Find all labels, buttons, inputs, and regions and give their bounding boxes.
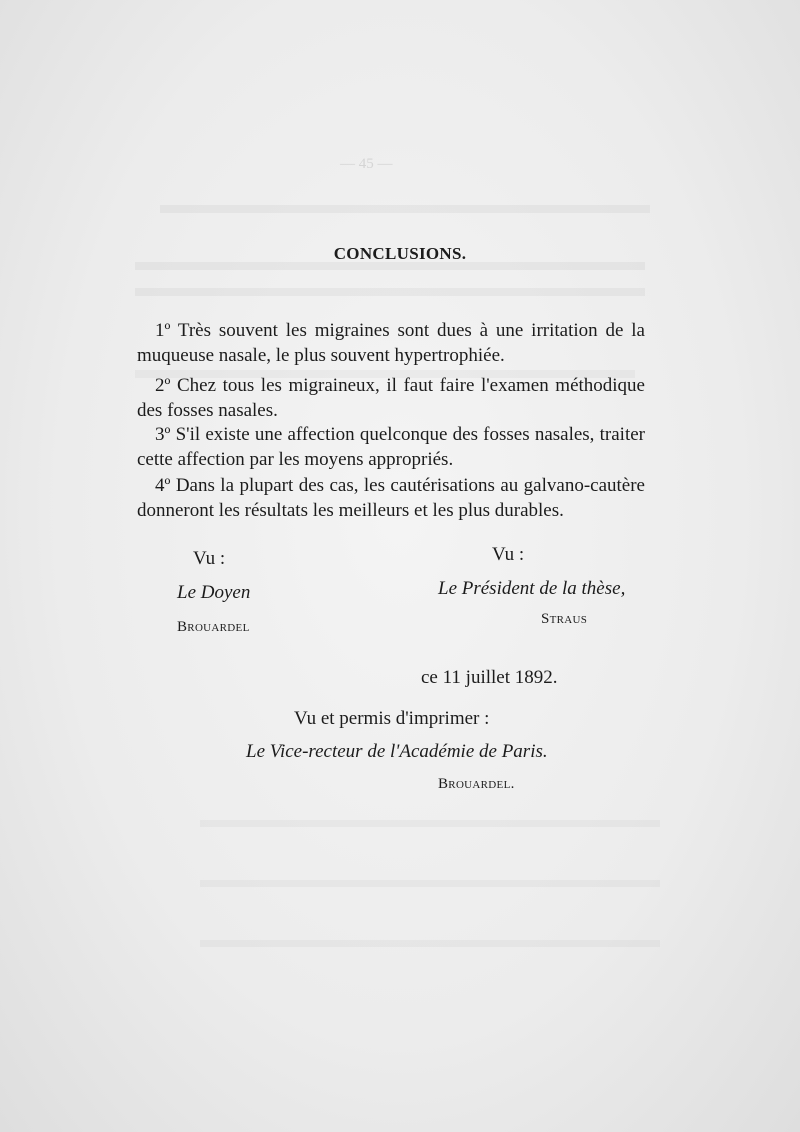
approval-right-name: Straus [541,611,588,627]
conclusion-item-2: 2º Chez tous les migraineux, il faut faire l'examen méthodique des fosses nasales. [137,375,645,421]
approval-right-vu: Vu : [492,544,525,565]
conclusion-item-3: 3º S'il existe une affection quelconque des fosses nasales, traiter cette affection par les moyens appropriés. [137,424,645,470]
page-number: — 45 — [340,156,393,172]
imprimatur-title: Le Vice-recteur de l'Académie de Paris. [246,741,548,762]
approval-left-title: Le Doyen [177,582,251,603]
conclusion-item-1: 1º Très souvent les migraines sont dues à une irritation de la muqueuse nasale, le plus souvent hypertrophiée. [137,320,645,366]
imprimatur-name: Brouardel. [438,776,515,792]
conclusion-item-4: 4º Dans la plupart des cas, les cautérisations au galvano-cautère donneront les résultats les meilleurs et les plus durables. [137,475,645,521]
imprimatur-line: Vu et permis d'imprimer : [294,708,490,729]
approval-right-title: Le Président de la thèse, [438,578,626,599]
approval-left-vu: Vu : [193,548,226,569]
section-heading: CONCLUSIONS. [333,244,467,263]
approval-left-name: Brouardel [177,619,250,635]
signature-date: ce 11 juillet 1892. [421,667,558,688]
